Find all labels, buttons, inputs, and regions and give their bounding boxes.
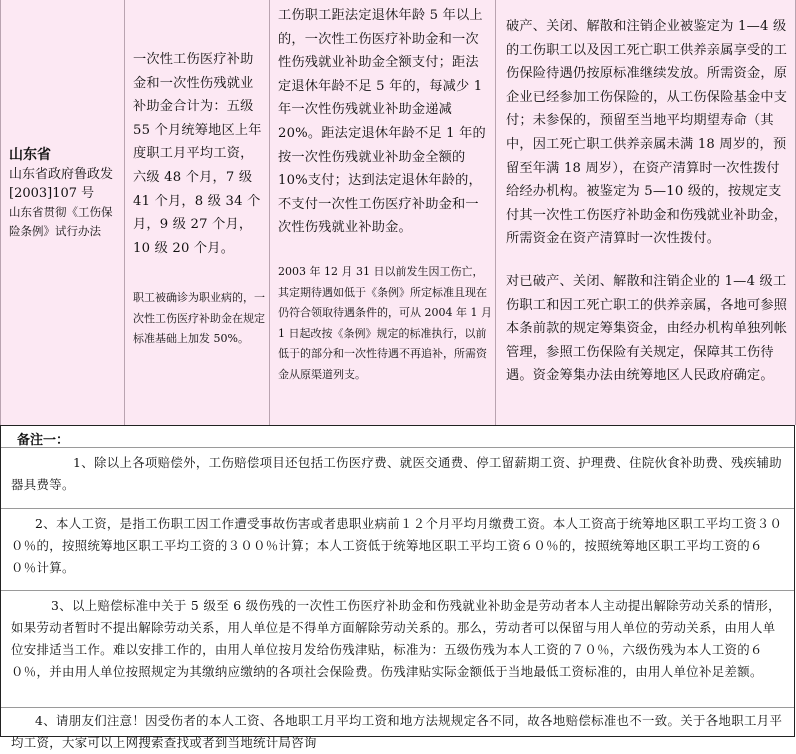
note-text-1: 1、除以上各项赔偿外，工伤赔偿项目还包括工伤医疗费、就医交通费、停工留薪期工资、护理费、住院伙食补助费、残疾辅助器具费等。 — [11, 455, 782, 492]
notes-section — [0, 425, 795, 750]
policy-document-number: 山东省政府鲁政发[2003]107 号 — [9, 167, 114, 201]
note-text-4: 4、请朋友们注意！因受伤者的本人工资、各地职工月平均工资和地方法规规定各不同，故各地赔偿标准也不一致。关于各地职工月平均工资，大家可以上网搜索查找或者到当地统计局咨询 — [11, 713, 783, 750]
occupational-disease-note: 职工被确诊为职业病的，一次性工伤医疗补助金在规定标准基础上加发 50%。 — [133, 291, 265, 346]
lump-sum-text: 一次性工伤医疗补助金和一次性伤残就业补助金合计为：五级 55 个月统筹地区上年度职工月平均工资，六级 48 个月，7 级 41 个月，8 级 34 个月，9 级 27 个月，10 级 20 个月。 — [133, 52, 262, 256]
enterprise-closure-extra: 对已破产、关闭、解散和注销企业的 1—4 级工伤职工和因工死亡职工的供养亲属，各地可参照本条前款的规定筹集资金，由经办机构单独列帐管理，参照工伤保险有关规定，保障其工伤待遇。资金筹集办法由统筹地区人民政府确定。 — [506, 274, 788, 384]
lump-sum-cell — [125, 0, 270, 425]
note-item — [1, 509, 794, 591]
note-item — [1, 448, 794, 509]
note-item — [1, 708, 794, 750]
historical-injury-note: 2003 年 12 月 31 日以前发生因工伤亡，其定期待遇如低于《条例》所定标准且现在仍符合领取待遇条件的，可从 2004 年 1 月 1 日起改按《条例》规定的标准执行，以前低于的部分和一次性待遇不再追补，所需资金从原渠道列支。 — [278, 265, 492, 381]
note-item — [1, 591, 794, 708]
province-info — [9, 145, 121, 241]
province-name: 山东省 — [9, 147, 51, 163]
note-text-2: 2、本人工资，是指工伤职工因工作遭受事故伤害或者患职业病前１２个月平均月缴费工资。本人工资高于统筹地区职工平均工资３００％的，按照统筹地区职工平均工资的３００％计算；本人工资低于统筹地区职工平均工资６０％的，按照统筹地区职工平均工资的６０％计算。 — [11, 516, 783, 575]
retirement-rule-text: 工伤职工距法定退休年龄 5 年以上的，一次性工伤医疗补助金和一次性伤残就业补助金全额支付；距法定退休年龄不足 5 年的，每减少 1 年一次性伤残就业补助金递减 20%。距法定退休年龄不足 1 年的按一次性伤残就业补助金全额的 10%支付；达到法定退休年龄的，不支付一次性工伤医疗补助金和一次性伤残就业补助金。 — [278, 8, 486, 236]
policy-title: 山东省贯彻《工伤保险条例》试行办法 — [9, 205, 113, 238]
province-cell — [1, 0, 125, 425]
notes-header — [1, 426, 794, 448]
enterprise-closure-cell — [496, 0, 796, 425]
note-text-3: 3、以上赔偿标准中关于 5 级至 6 级伤残的一次性工伤医疗补助金和伤残就业补助金是劳动者本人主动提出解除劳动关系的情形，如果劳动者暂时不提出解除劳动关系，用人单位是不得单方面解除劳动关系的。那么，劳动者可以保留与用人单位的劳动关系，由用人单位安排适当工作。难以安排工作的，由用人单位按月发给伤残津贴，标准为：五级伤残为本人工资的７０％，六级伤残为本人工资的６０％，并由用人单位按照规定为其缴纳应缴纳的各项社会保险费。伤残津贴实际金额低于当地最低工资标准的，由用人单位补足差额。 — [11, 598, 781, 679]
enterprise-closure-text: 破产、关闭、解散和注销企业被鉴定为 1—4 级的工伤职工以及因工死亡职工供养亲属享受的工伤保险待遇仍按原标准继续发放。所需资金，原企业已经参加工伤保险的，从工伤保险基金中支付；未参保的，预留至当地平均期望寿命（其中，因工死亡职工供养亲属未满 18 周岁的，预留至年满 18 周岁），在资产清算时一次性拨付给经办机构。被鉴定为 5—10 级的，按规定支付其一次性工伤医疗补助金和伤残就业补助金，所需资金在资产清算时一次性拨付。 — [506, 19, 788, 247]
retirement-rule-cell — [270, 0, 496, 425]
notes-title: 备注一： — [17, 433, 70, 448]
